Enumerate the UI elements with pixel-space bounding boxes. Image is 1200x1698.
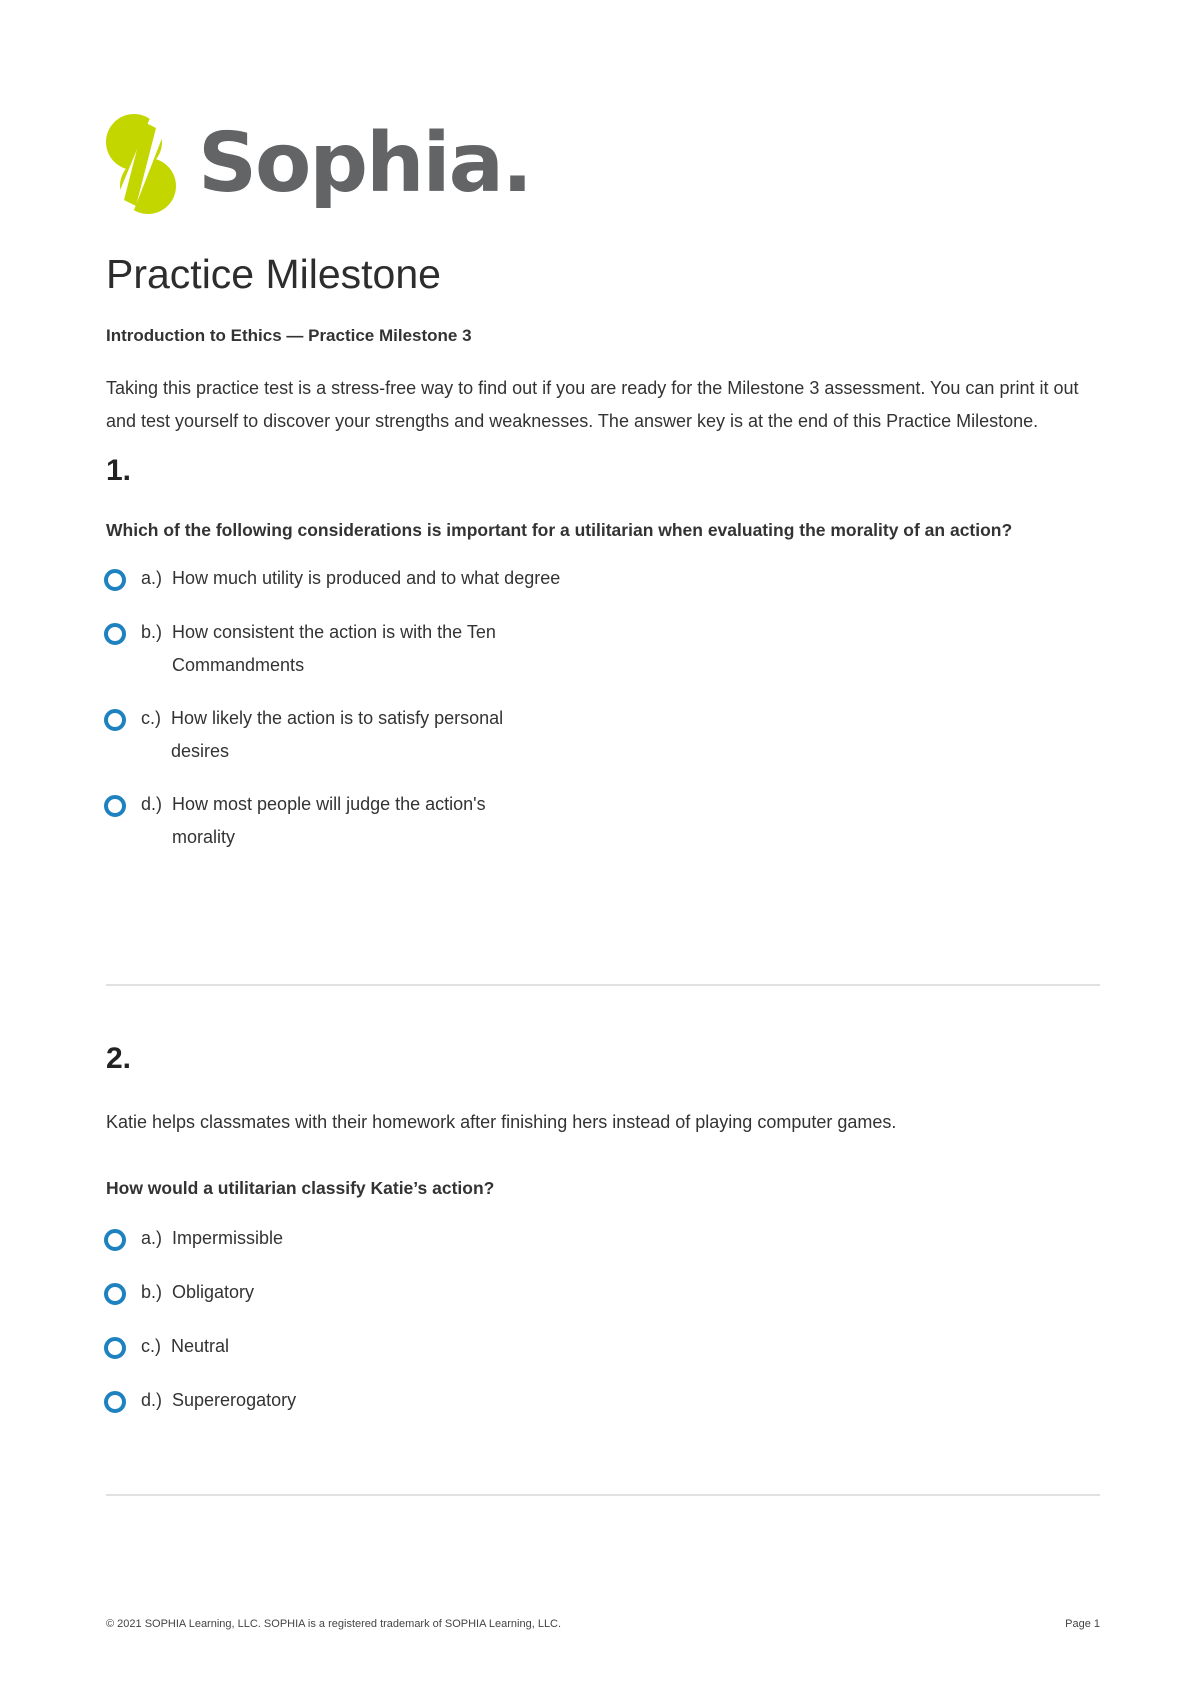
sophia-logo-mark-icon bbox=[104, 112, 178, 216]
option-text: Neutral bbox=[171, 1336, 230, 1356]
answer-option[interactable] bbox=[104, 702, 624, 768]
option-text: How likely the action is to satisfy personal desires bbox=[171, 708, 504, 761]
radio-button-icon[interactable] bbox=[104, 1229, 126, 1251]
option-text: Supererogatory bbox=[172, 1390, 297, 1410]
page-subtitle: Introduction to Ethics — Practice Milestone 3 bbox=[106, 326, 472, 345]
footer-copyright: © 2021 SOPHIA Learning, LLC. SOPHIA is a registered trademark of SOPHIA Learning, LLC. bbox=[106, 1618, 562, 1630]
question-context: Katie helps classmates with their homework after finishing hers instead of playing computer games. bbox=[106, 1112, 897, 1132]
question-number: 2. bbox=[106, 1042, 132, 1075]
option-letter: b.) bbox=[141, 622, 163, 642]
option-text: How much utility is produced and to what degree bbox=[172, 568, 561, 588]
question-prompt: Which of the following considerations is important for a utilitarian when evaluating the morality of an action? bbox=[106, 520, 1013, 540]
option-letter: c.) bbox=[141, 708, 161, 728]
sophia-wordmark: Sophia. bbox=[198, 116, 532, 211]
page-title: Practice Milestone bbox=[106, 251, 441, 297]
radio-button-icon[interactable] bbox=[104, 623, 126, 645]
answer-option[interactable] bbox=[104, 616, 624, 682]
option-letter: a.) bbox=[141, 568, 163, 588]
radio-button-icon[interactable] bbox=[104, 1337, 126, 1359]
intro-paragraph: Taking this practice test is a stress-free way to find out if you are ready for the Milestone 3 assessment. You can print it out and test yourself to discover your strengths and weaknesses. The answer key is at the end of this Practice Milestone. bbox=[106, 378, 1079, 431]
sophia-logo bbox=[104, 112, 531, 216]
option-text: Obligatory bbox=[172, 1282, 255, 1302]
option-letter: d.) bbox=[141, 794, 163, 814]
radio-button-icon[interactable] bbox=[104, 1283, 126, 1305]
section-divider bbox=[106, 984, 1100, 986]
option-text: How consistent the action is with the Ten Commandments bbox=[172, 622, 496, 675]
answer-option[interactable] bbox=[104, 1222, 624, 1255]
option-letter: c.) bbox=[141, 1336, 161, 1356]
answer-option[interactable] bbox=[104, 1384, 624, 1417]
option-text: How most people will judge the action's morality bbox=[172, 794, 486, 847]
answer-option[interactable] bbox=[104, 562, 624, 595]
radio-button-icon[interactable] bbox=[104, 709, 126, 731]
radio-button-icon[interactable] bbox=[104, 1391, 126, 1413]
option-letter: b.) bbox=[141, 1282, 163, 1302]
option-text: Impermissible bbox=[172, 1228, 284, 1248]
question-number: 1. bbox=[106, 454, 132, 487]
option-letter: a.) bbox=[141, 1228, 163, 1248]
footer-page-number: Page 1 bbox=[1065, 1618, 1100, 1630]
radio-button-icon[interactable] bbox=[104, 569, 126, 591]
answer-option[interactable] bbox=[104, 1276, 624, 1309]
answer-option[interactable] bbox=[104, 788, 624, 854]
answer-option[interactable] bbox=[104, 1330, 624, 1363]
section-divider bbox=[106, 1494, 1100, 1496]
question-prompt: How would a utilitarian classify Katie’s action? bbox=[106, 1178, 495, 1198]
radio-button-icon[interactable] bbox=[104, 795, 126, 817]
option-letter: d.) bbox=[141, 1390, 163, 1410]
